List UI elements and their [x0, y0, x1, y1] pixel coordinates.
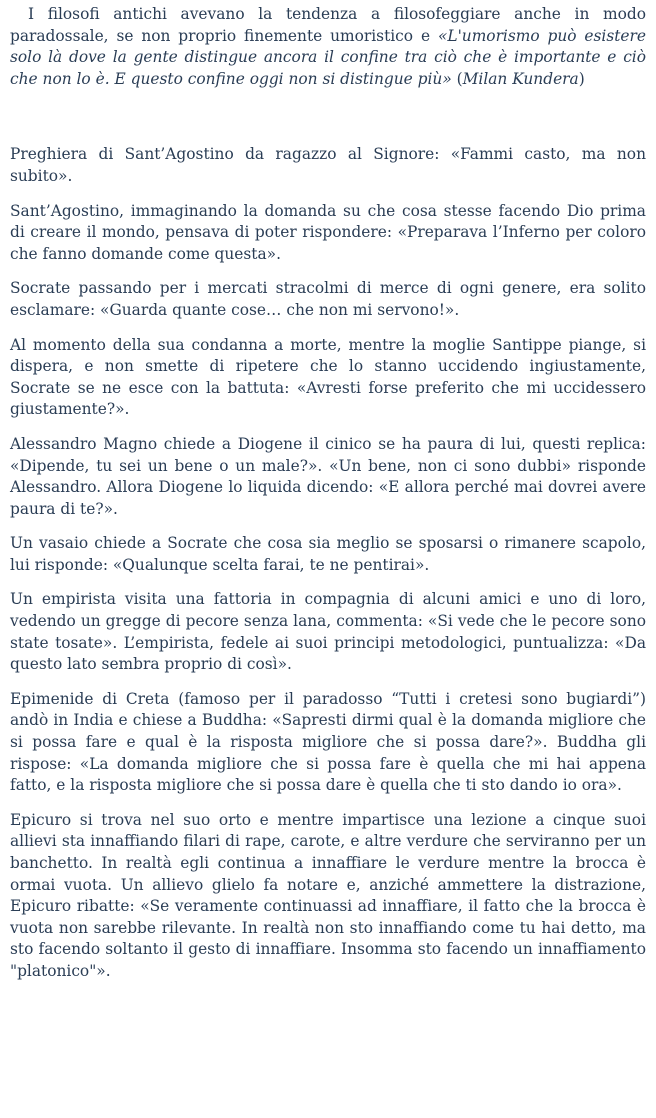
kundera-quote: «L'umorismo può esistere solo là dove la gente distingue ancora il confine tra ciò che è importante e ciò che non lo è. E questo confine oggi non si distingue più» [10, 26, 646, 88]
anecdote-alessandro-diogene: Alessandro Magno chiede a Diogene il cinico se ha paura di lui, questi replica: «Dipende, tu sei un bene o un male?». «Un bene, non ci sono dubbi» risponde Alessandro. Allora Diogene lo liquida dicendo: «E allora perché mai dovrei avere paura di te?». [10, 434, 646, 518]
anecdote-empirista-pecore: Un empirista visita una fattoria in compagnia di alcuni amici e uno di loro, vedendo un gregge di pecore senza lana, commenta: «Si vede che le pecore sono state tosate». L’empirista, fedele ai suoi principi metodologici, puntualizza: «Da questo lato sembra proprio di così». [10, 590, 646, 674]
intro-lead: I filosofi antichi avevano la tendenza a filosofeggiare anche in modo paradossale, se non proprio finemente umoristico e [10, 5, 646, 45]
intro-close-paren: ) [578, 69, 585, 88]
anecdote-vasaio-socrate: Un vasaio chiede a Socrate che cosa sia meglio se sposarsi o rimanere scapolo, lui risponde: «Qualunque scelta farai, te ne pentirai». [10, 534, 646, 574]
document-page [10, 4, 646, 996]
intro-paragraph [10, 4, 646, 90]
anecdote-socrate-santippe: Al momento della sua condanna a morte, mentre la moglie Santippe piange, si dispera, e non smette di ripetere che lo stanno uccidendo ingiustamente, Socrate se ne esce con la battuta: «Avresti forse preferito che mi uccidessero giustamente?». [10, 335, 646, 419]
anecdote-epimenide-buddha: Epimenide di Creta (famoso per il paradosso “Tutti i cretesi sono bugiardi”) andò in India e chiese a Buddha: «Sapresti dirmi qual è la domanda migliore che si possa fare e qual è la risposta migliore che si possa dare?». Buddha gli rispose: «La domanda migliore che si possa fare è quella che mi hai appena fatto, e la risposta migliore che si possa dare è quella che ti sto dando io ora». [10, 689, 646, 795]
anecdote-agostino-preghiera: Preghiera di Sant’Agostino da ragazzo al Signore: «Fammi casto, ma non subito». [10, 145, 646, 185]
intro-open-paren: ( [451, 69, 463, 88]
anecdote-agostino-inferno: Sant’Agostino, immaginando la domanda su che cosa stesse facendo Dio prima di creare il mondo, pensava di poter rispondere: «Preparava l’Inferno per coloro che fanno domande come questa». [10, 201, 646, 263]
section-gap [10, 90, 646, 144]
anecdote-epicuro-orto: Epicuro si trova nel suo orto e mentre impartisce una lezione a cinque suoi allievi sta innaffiando filari di rape, carote, e altre verdure che serviranno per un banchetto. In realtà egli continua a innaffiare le verdure mentre la brocca è ormai vuota. Un allievo glielo fa notare e, anziché ammettere la distrazione, Epicuro ribatte: «Se veramente continuassi ad innaffiare, il fatto che la brocca è vuota non sarebbe rilevante. In realtà non sto innaffiando come tu hai detto, ma sto facendo soltanto il gesto di innaffiare. Insomma sto facendo un innaffiamento "platonico"». [10, 810, 646, 980]
quote-author: Milan Kundera [462, 69, 579, 88]
anecdote-socrate-mercati: Socrate passando per i mercati stracolmi di merce di ogni genere, era solito esclamare: «Guarda quante cose… che non mi servono!». [10, 279, 646, 319]
